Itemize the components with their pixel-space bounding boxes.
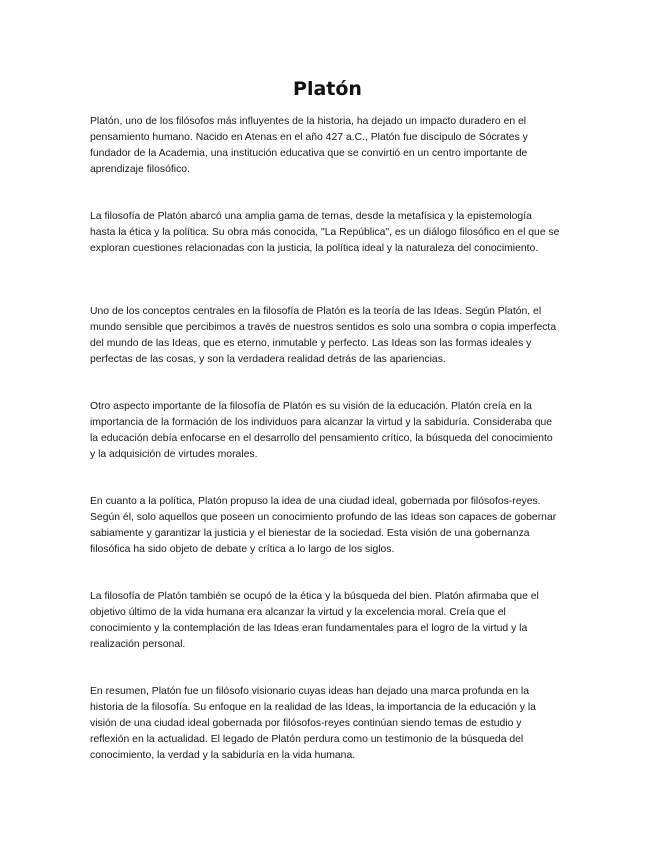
paragraph-theory-of-ideas: Uno de los conceptos centrales en la filosofía de Platón es la teoría de las Ideas. Según Platón, el mundo sensible que percibimos a través de nuestros sentidos es solo una sombra o copia imperfecta del mundo de las Ideas, que es eterno, inmutable y perfecto. Las Ideas son las formas ideales y perfectas de las cosas, y son la verdadera realidad detrás de las apariencias. bbox=[90, 306, 557, 365]
paragraph-ethics: La filosofía de Platón también se ocupó de la ética y la búsqueda del bien. Platón afirmaba que el objetivo último de la vida humana era alcanzar la virtud y la excelencia moral. Creía que el conocimiento y la contemplación de las Ideas eran fundamentales para el logro de la virtud y la realización personal. bbox=[90, 591, 539, 650]
paragraph-education: Otro aspecto importante de la filosofía de Platón es su visión de la educación. Platón creía en la importancia de la formación de los individuos para alcanzar la virtud y la sabiduría. Consideraba que la educación debía enfocarse en el desarrollo del pensamiento crítico, la búsqueda del conocimiento y la adquisición de virtudes morales. bbox=[90, 401, 553, 460]
page-title: Platón bbox=[293, 78, 362, 100]
paragraph-introduction: Platón, uno de los filósofos más influyentes de la historia, ha dejado un impacto duradero en el pensamiento humano. Nacido en Atenas en el año 427 a.C., Platón fue discípulo de Sócrates y fundador de la Academia, una institución educativa que se convirtió en un centro importante de aprendizaje filosófico. bbox=[90, 116, 528, 175]
paragraph-politics: En cuanto a la política, Platón propuso la idea de una ciudad ideal, gobernada por filósofos-reyes. Según él, solo aquellos que poseen un conocimiento profundo de las Ideas son capaces de gobernar sabiamente y garantizar la justicia y el bienestar de la sociedad. Esta visión de una gobernanza filosófica ha sido objeto de debate y crítica a lo largo de los siglos. bbox=[90, 496, 557, 555]
paragraph-summary: En resumen, Platón fue un filósofo visionario cuyas ideas han dejado una marca profunda en la historia de la filosofía. Su enfoque en la realidad de las Ideas, la importancia de la educación y la visión de una ciudad ideal gobernada por filósofos-reyes continúan siendo temas de estudio y reflexión en la actualidad. El legado de Platón perdura como un testimonio de la búsqueda del conocimiento, la verdad y la sabiduría en la vida humana. bbox=[90, 686, 536, 761]
paragraph-themes: La filosofía de Platón abarcó una amplia gama de temas, desde la metafísica y la epistemología hasta la ética y la política. Su obra más conocida, "La República", es un diálogo filosófico en el que se exploran cuestiones relacionadas con la justicia, la política ideal y la naturaleza del conocimiento. bbox=[90, 211, 560, 254]
